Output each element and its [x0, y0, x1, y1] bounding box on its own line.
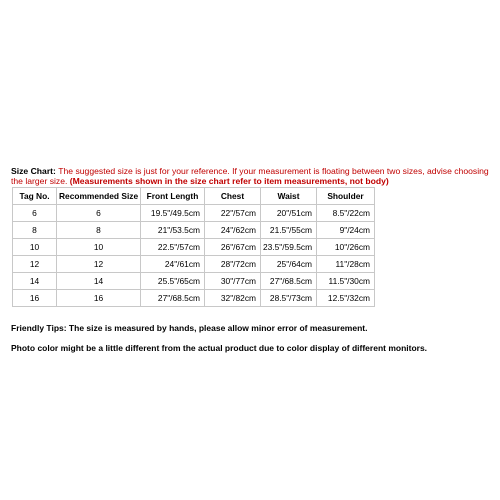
photo-color-note: Photo color might be a little different from the actual product due to color display of different monitors.	[11, 343, 428, 353]
cell-recommended: 6	[57, 205, 141, 222]
cell-tag: 10	[13, 239, 57, 256]
cell-chest: 24"/62cm	[205, 222, 261, 239]
header-shoulder: Shoulder	[317, 188, 375, 205]
cell-tag: 6	[13, 205, 57, 222]
cell-front-length: 19.5"/49.5cm	[141, 205, 205, 222]
size-chart-intro	[11, 166, 491, 186]
table-row	[13, 205, 375, 222]
size-chart-note: (Measurements shown in the size chart refer to item measurements, not body)	[69, 176, 389, 186]
cell-tag: 14	[13, 273, 57, 290]
cell-recommended: 8	[57, 222, 141, 239]
cell-shoulder: 12.5"/32cm	[317, 290, 375, 307]
cell-waist: 21.5"/55cm	[261, 222, 317, 239]
table-header-row	[13, 188, 375, 205]
cell-chest: 22"/57cm	[205, 205, 261, 222]
table-row	[13, 273, 375, 290]
cell-waist: 23.5"/59.5cm	[261, 239, 317, 256]
size-table	[12, 187, 375, 307]
cell-shoulder: 10"/26cm	[317, 239, 375, 256]
cell-recommended: 12	[57, 256, 141, 273]
cell-tag: 8	[13, 222, 57, 239]
cell-front-length: 25.5"/65cm	[141, 273, 205, 290]
table-row	[13, 290, 375, 307]
cell-shoulder: 9"/24cm	[317, 222, 375, 239]
cell-shoulder: 11"/28cm	[317, 256, 375, 273]
cell-chest: 32"/82cm	[205, 290, 261, 307]
cell-chest: 30"/77cm	[205, 273, 261, 290]
friendly-tips: Friendly Tips: The size is measured by hands, please allow minor error of measurement.	[11, 323, 368, 333]
header-front-length: Front Length	[141, 188, 205, 205]
header-tag-no: Tag No.	[13, 188, 57, 205]
header-waist: Waist	[261, 188, 317, 205]
size-chart-advice: The suggested size is just for your reference. If your measurement is floating between two sizes, advise choosing the larger size.	[11, 166, 489, 186]
cell-waist: 28.5"/73cm	[261, 290, 317, 307]
cell-tag: 12	[13, 256, 57, 273]
table-row	[13, 239, 375, 256]
cell-chest: 26"/67cm	[205, 239, 261, 256]
cell-front-length: 27"/68.5cm	[141, 290, 205, 307]
cell-waist: 20"/51cm	[261, 205, 317, 222]
cell-front-length: 21"/53.5cm	[141, 222, 205, 239]
cell-recommended: 10	[57, 239, 141, 256]
cell-tag: 16	[13, 290, 57, 307]
cell-recommended: 16	[57, 290, 141, 307]
header-chest: Chest	[205, 188, 261, 205]
size-chart-colon: :	[53, 166, 59, 176]
cell-waist: 25"/64cm	[261, 256, 317, 273]
cell-chest: 28"/72cm	[205, 256, 261, 273]
header-recommended-size: Recommended Size	[57, 188, 141, 205]
table-row	[13, 222, 375, 239]
cell-shoulder: 8.5"/22cm	[317, 205, 375, 222]
cell-front-length: 24"/61cm	[141, 256, 205, 273]
size-chart-section	[11, 166, 491, 353]
table-row	[13, 256, 375, 273]
cell-shoulder: 11.5"/30cm	[317, 273, 375, 290]
cell-front-length: 22.5"/57cm	[141, 239, 205, 256]
cell-recommended: 14	[57, 273, 141, 290]
size-chart-label: Size Chart	[11, 166, 54, 176]
cell-waist: 27"/68.5cm	[261, 273, 317, 290]
